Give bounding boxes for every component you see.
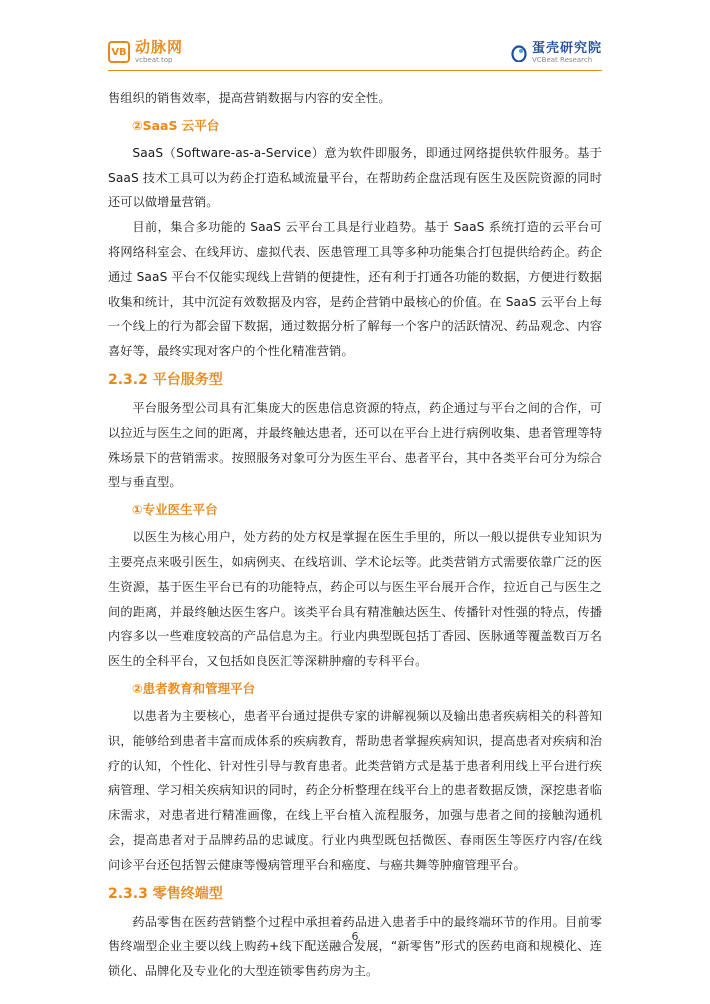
page-number: 6	[351, 930, 359, 943]
logo-url: vcbeat.top	[135, 56, 173, 64]
paragraph-retail-terminal: 药品零售在医药营销整个过程中承担着药品进入患者手中的最终端环节的作用。目前零售终端型企业主要以线上购药+线下配送融合发展，“新零售”形式的医药电商和规模化、连锁化、品牌化及专业化的大型连锁零售药房为主。	[108, 914, 602, 979]
paragraph-saas-trend: 目前，集合多功能的 SaaS 云平台工具是行业趋势。基于 SaaS 系统打造的云平台可将网络科室会、在线拜访、虚拟代表、医患管理工具等多种功能集合打包提供给药企。药企通过 SaaS 平台不仅能实现线上营销的便捷性，还有利于打通各功能的数据，方便进行数据收集和统计，其中沉淀有效数据及内容，是药企营销中最核心的价值。在 SaaS 云平台上每一个线上的行为都会留下数据，通过数据分析了解每一个客户的活跃情况、药品观念、内容喜好等，最终实现对客户的个性化精准营销。	[108, 220, 602, 359]
paragraph-platform-service: 平台服务型公司具有汇集庞大的医患信息资源的特点，药企通过与平台之间的合作，可以拉近与医生之间的距离，并最终触达患者，还可以在平台上进行病例收集、患者管理等特殊场景下的营销需求。按照服务对象可分为医生平台、患者平台，其中各类平台可分为综合型与垂直型。	[108, 400, 602, 490]
paragraph-saas-definition: SaaS（Software-as-a-Service）意为软件即服务，即通过网络提供软件服务。基于 SaaS 技术工具可以为药企打造私域流量平台，在帮助药企盘活现有医生及医院资源的同时还可以做增量营销。	[108, 145, 602, 210]
subheading-doctor-platform: ①专业医生平台	[132, 502, 218, 518]
vcbeat-logo	[108, 40, 183, 64]
paragraph-continuation: 售组织的销售效率，提高营销数据与内容的安全性。	[108, 91, 391, 105]
paragraph-doctor-platform: 以医生为核心用户，处方药的处方权是掌握在医生手里的，所以一般以提供专业知识为主要亮点来吸引医生，如病例夹、在线培训、学术论坛等。此类营销方式需要依靠广泛的医生资源，基于医生平台已有的功能特点，药企可以与医生平台展开合作，拉近自己与医生之间的距离，并最终触达医生客户。该类平台具有精准触达医生、传播针对性强的特点，传播内容多以一些难度较高的产品信息为主。行业内典型既包括丁香园、医脉通等覆盖数百万名医生的全科平台，又包括如良医汇等深耕肿瘤的专科平台。	[108, 530, 602, 669]
page-header	[0, 0, 710, 80]
section-heading-2-3-3: 2.3.3 零售终端型	[108, 885, 223, 902]
vb-logo-icon: VB	[108, 41, 130, 63]
paragraph-patient-platform: 以患者为主要核心，患者平台通过提供专家的讲解视频以及输出患者疾病相关的科普知识，能够给到患者丰富而成体系的疾病教育，帮助患者掌握疾病知识，提高患者对疾病和治疗的认知，个性化、针对性引导与教育患者。此类营销方式是基于患者利用线上平台进行疾病管理、学习相关疾病知识的同时，药企分析整理在线平台上的患者数据反馈，深挖患者临床需求，对患者进行精准画像，在线上平台植入流程服务，加强与患者之间的接触沟通机会，提高患者对于品牌药品的忠诚度。行业内典型既包括微医、春雨医生等医疗内容/在线问诊平台还包括智云健康等慢病管理平台和癌度、与癌共舞等肿瘤管理平台。	[108, 708, 602, 872]
subheading-patient-platform: ②患者教育和管理平台	[132, 680, 256, 696]
header-divider	[108, 70, 602, 71]
research-logo-sub: VCBeat Research	[531, 56, 593, 64]
subheading-saas: ②SaaS 云平台	[132, 117, 220, 133]
section-heading-2-3-2: 2.3.2 平台服务型	[108, 371, 223, 388]
vcbeat-research-logo	[511, 42, 602, 64]
logo-name: 动脉网	[135, 38, 184, 56]
eggshell-icon	[511, 44, 527, 62]
research-logo-name: 蛋壳研究院	[531, 41, 602, 56]
document-body	[108, 86, 602, 984]
